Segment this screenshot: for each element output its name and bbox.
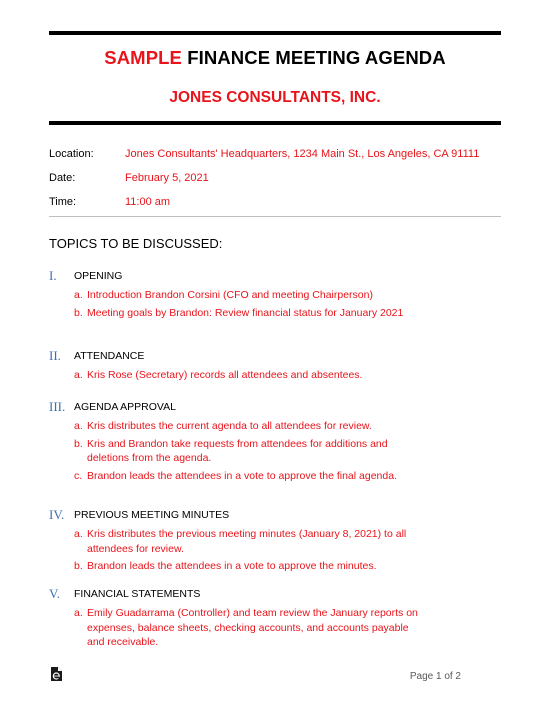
section-numeral: III. [49,399,66,414]
section-numeral: IV. [49,507,65,522]
top-rule [49,31,501,35]
section-heading: PREVIOUS MEETING MINUTES [74,509,230,521]
section-heading: AGENDA APPROVAL [74,401,176,413]
date-label: Date: [49,172,76,184]
document-title [0,47,550,69]
item-text: Kris distributes the current agenda to all attendees for review. [87,420,372,432]
item-text: Introduction Brandon Corsini (CFO and meeting Chairperson) [87,289,373,301]
section-items [74,606,419,653]
agenda-item [74,559,419,574]
item-text: Emily Guadarrama (Controller) and team review the January reports on expenses, balance sheets, checking accounts, and accounts payable and receivable. [87,607,418,648]
item-letter: b. [74,437,83,450]
agenda-item [74,288,419,303]
agenda-item [74,606,419,650]
page-number: Page 1 of 2 [409,671,461,682]
title-rest: FINANCE MEETING AGENDA [187,47,446,68]
item-text: Brandon leads the attendees in a vote to approve the final agenda. [87,469,397,482]
section-items [74,527,419,577]
agenda-item [74,419,419,434]
section-heading: OPENING [74,270,123,282]
agenda-item [74,527,419,556]
section-heading: FINANCIAL STATEMENTS [74,588,201,600]
item-letter: a. [74,369,83,381]
item-text: Kris Rose (Secretary) records all attendees and absentees. [87,369,363,381]
agenda-item [74,437,419,466]
date-value: February 5, 2021 [125,172,209,184]
location-label: Location: [49,148,94,160]
date-row [49,172,209,184]
time-row [49,196,170,208]
topics-heading: TOPICS TO BE DISCUSSED: [49,236,223,251]
section-numeral: V. [49,586,60,601]
time-label: Time: [49,196,77,208]
item-letter: c. [74,469,83,482]
time-value: 11:00 am [125,196,171,208]
item-letter: b. [74,560,83,572]
section-numeral: II. [49,348,61,363]
location-value: Jones Consultants' Headquarters, 1234 Main St., Los Angeles, CA 91111 [125,148,480,160]
section-items [74,368,419,386]
item-letter: a. [74,528,83,540]
item-letter: a. [74,420,83,432]
eforms-logo-icon [50,667,62,681]
item-text: Brandon leads the attendees in a vote to approve the minutes. [87,560,377,572]
agenda-item [74,368,419,383]
agenda-item [74,469,419,484]
company-name: JONES CONSULTANTS, INC. [169,89,381,106]
section-items [74,419,419,486]
section-heading: ATTENDANCE [74,350,145,362]
title-highlight: SAMPLE [104,47,182,68]
section-numeral: I. [49,268,57,283]
item-text: Kris distributes the previous meeting minutes (January 8, 2021) to all attendees for review. [87,528,407,555]
item-text: Kris and Brandon take requests from attendees for additions and deletions from the agenda. [87,437,388,464]
section-items [74,288,419,323]
item-letter: a. [74,607,83,619]
info-divider [49,216,501,217]
agenda-item [74,306,419,321]
item-letter: a. [74,289,83,301]
item-text: Meeting goals by Brandon: Review financial status for January 2021 [87,306,404,319]
item-letter: b. [74,306,83,319]
location-row [49,148,479,160]
header-rule [49,121,501,125]
